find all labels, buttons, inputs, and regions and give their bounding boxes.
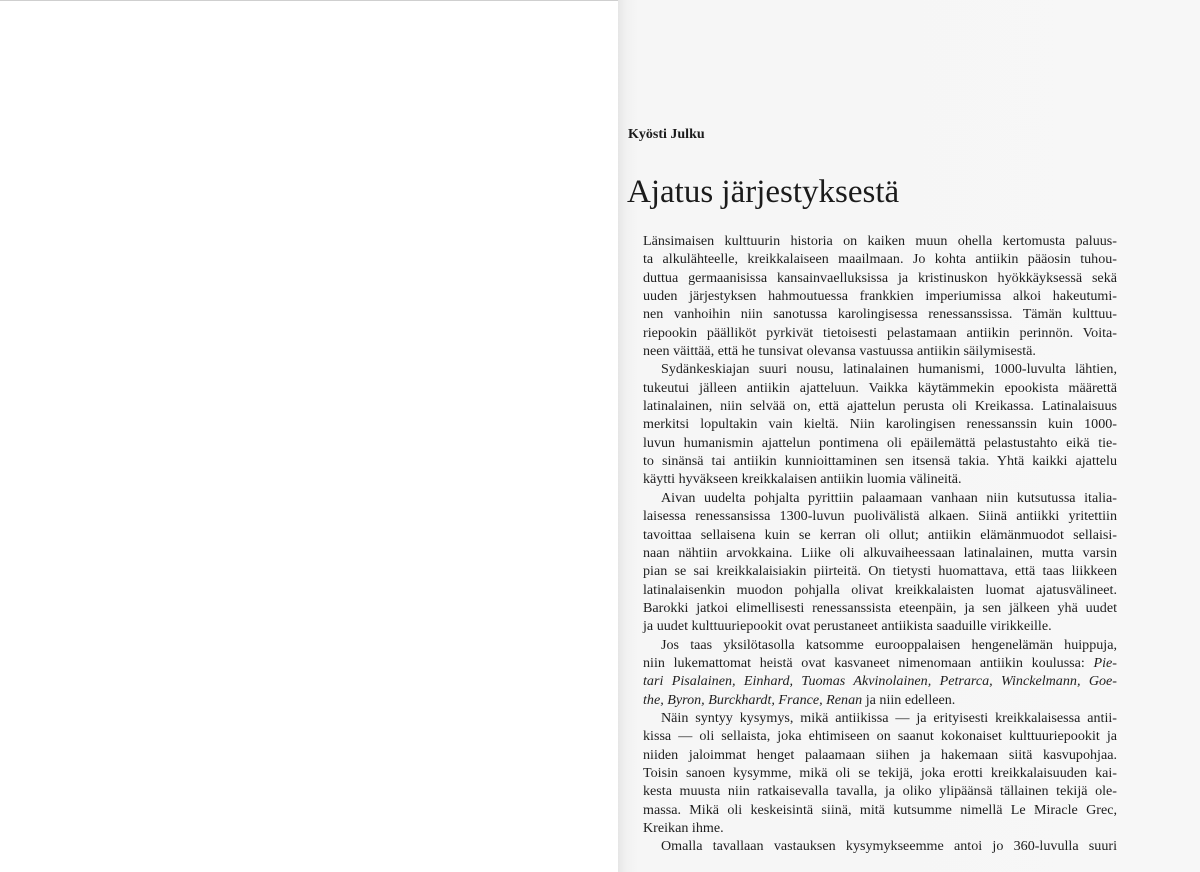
page-edge-rule [0,0,618,1]
text-line: the, Byron, Burckhardt, France, Renan ja niin edelleen. [643,691,956,708]
text-line: tukeutui jälleen antiikin ajatteluun. Vaikka käytämmekin epookista määrettä [643,379,1117,396]
text-line: Barokki jatkoi elimellisesti renessanssista eteenpäin, ja sen jälkeen yhä uudet [643,599,1117,616]
text-line: merkitsi lopultakin vain kieltä. Niin karolingisen renessanssin kuin 1000- [643,416,1117,433]
text-line: naan nähtiin arvokkaina. Liike oli alkuvaiheessaan latinalainen, mutta varsin [643,544,1117,561]
text-line: Sydänkeskiajan suuri nousu, latinalainen humanismi, 1000-luvulta lähtien, [661,361,1117,378]
article-title: Ajatus järjestyksestä [627,174,900,210]
text-line: tavoittaa sellaisena kuin se kerran oli ollut; antiikin elämänmuodot sellaisi- [643,526,1117,543]
text-line: ta alkulähteelle, kreikkalaiseen maailmaan. Jo kohta antiikin pääosin tuhou- [643,251,1117,268]
text-line: tari Pisalainen, Einhard, Tuomas Akvinolainen, Petrarca, Winckelmann, Goe- [643,673,1117,690]
text-line: pian se sai kreikkalaisiakin piirteitä. On tietysti huomattava, että taas liikkeen [643,563,1117,580]
text-line: uuden järjestyksen hahmoutuessa frankkien imperiumissa alkoi hakeutumi- [643,288,1117,305]
text-line: duttua germaanisissa kansainvaelluksissa ja kristinuskon hyökkäyksessä sekä [643,269,1117,286]
text-line: Toisin sanoen kysymme, mikä oli se tekijä, joka erotti kreikkalaisuuden kai- [643,764,1117,781]
text-line: Jos taas yksilötasolla katsomme eurooppalaisen hengenelämän huippuja, [661,636,1117,653]
article-body [643,232,1117,856]
text-line: Kreikan ihme. [643,820,724,836]
text-line: nen vanhoihin niin sanotussa karolingisessa renessanssissa. Tämän kulttuu- [643,306,1117,323]
text-line: Omalla tavallaan vastauksen kysymykseemme antoi jo 360-luvulla suuri [661,838,1117,855]
text-line: niiden jaloimmat henget palaamaan siihen ja hakemaan siitä kasvupohjaa. [643,746,1117,763]
text-line: ja uudet kulttuuriepookit ovat perustaneet antiikista saaduille virikkeille. [643,618,1052,635]
text-line: massa. Mikä oli keskeisintä siinä, mitä kutsumme nimellä Le Miracle Grec, [643,801,1117,818]
text-line: to sinänsä tai antiikin kunnioittaminen sen itsensä takia. Yhtä kaikki ajattelu [643,453,1117,470]
text-line: luvun humanismin ajattelun pontimena oli epäilemättä pelastustahto eikä tie- [643,434,1117,451]
text-line: kesta muusta niin ratkaisevalla tavalla, ja oliko ylipäänsä tällainen tekijä ole- [643,783,1117,800]
text-line: Aivan uudelta pohjalta pyrittiin palaamaan vanhaan niin kutsutussa italia- [661,489,1117,506]
text-line: niin lukemattomat heistä ovat kasvaneet nimenomaan antiikin koulussa: Pie- [643,654,1117,671]
text-line: laisessa renessansissa 1300-luvun puolivälistä alkaen. Siinä antiikki yritettiin [643,508,1117,525]
text-line: Länsimaisen kulttuurin historia on kaiken muun ohella kertomusta paluus- [643,233,1117,249]
text-line: latinalainen, niin selvää on, että ajattelun perusta oli Kreikassa. Latinalaisuus [643,398,1117,415]
text-line: kissa — oli sellaista, joka ehtimiseen on saanut kokonaiset kulttuuriepookit ja [643,728,1117,745]
right-page [618,0,1200,872]
text-line: riepookin päälliköt pyrkivät tietoisesti pelastamaan antiikin perinnön. Voita- [643,324,1117,341]
text-line: neen väittää, että he tunsivat olevansa vastuussa antiikin säilymisestä. [643,343,1036,360]
text-line: Näin syntyy kysymys, mikä antiikissa — ja erityisesti kreikkalaisessa antii- [661,709,1117,726]
text-line: latinalaisenkin muodon pohjalla olivat kreikkalaisten luomat ajatusvälineet. [643,581,1117,598]
author-name: Kyösti Julku [628,127,705,142]
text-line: käytti hyväkseen kreikkalaisen antiikin luomia välineitä. [643,471,962,488]
